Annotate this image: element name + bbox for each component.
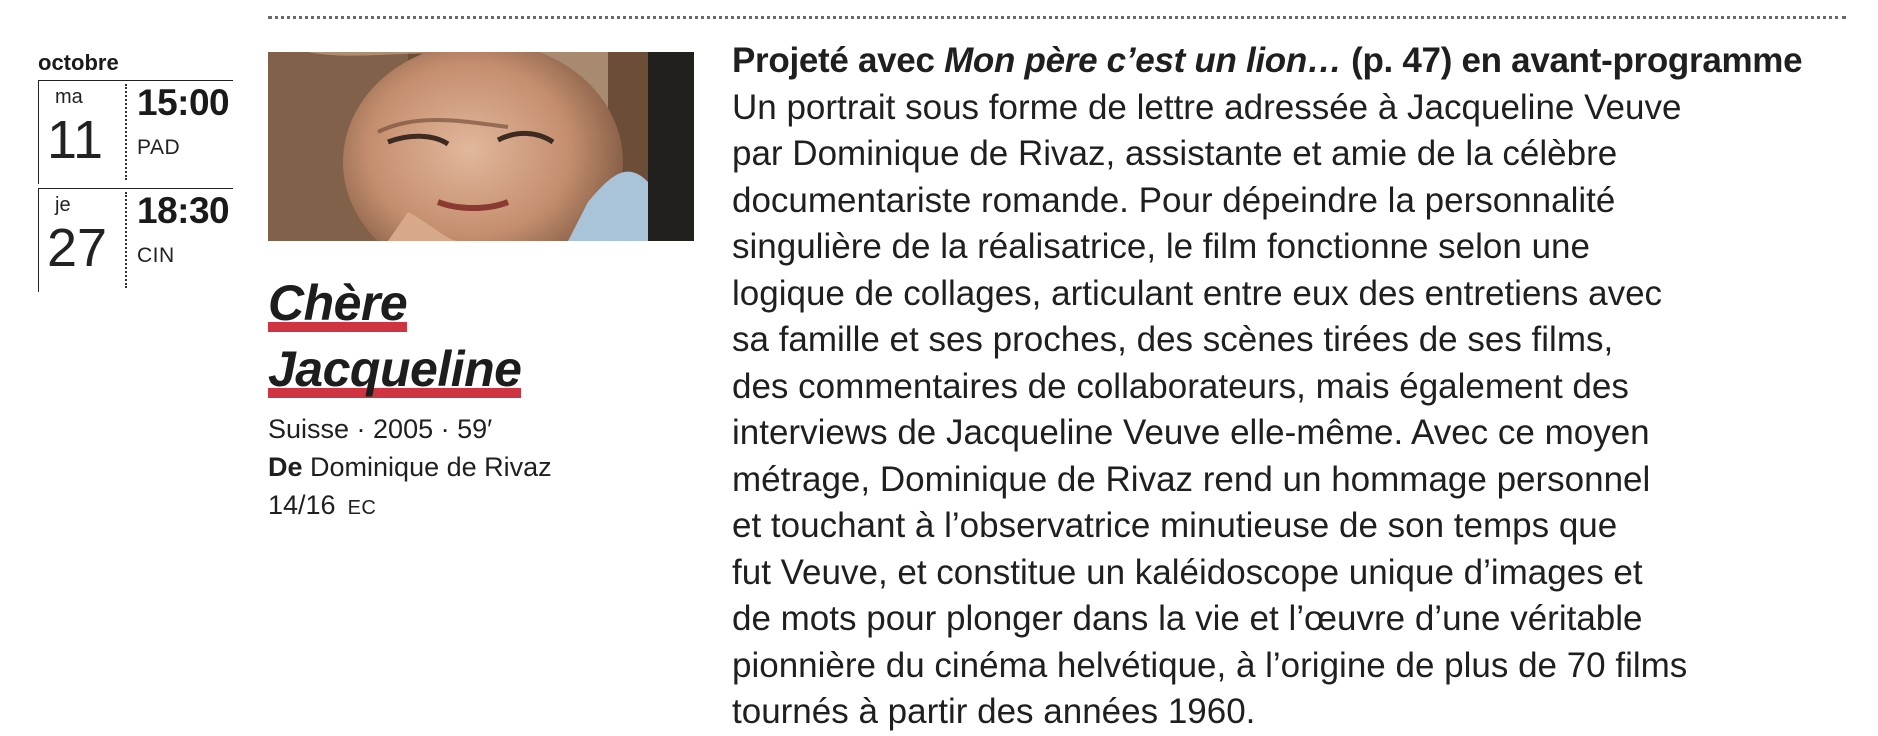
screening-entry (38, 188, 234, 292)
description-line: pionnière du cinéma helvétique, à l’origine de plus de 70 films (732, 645, 1688, 685)
director-name: Dominique de Rivaz (310, 452, 552, 482)
age-rating: 14/16 (268, 490, 336, 520)
screening-venue: CIN (137, 244, 175, 267)
description-line: sa famille et ses proches, des scènes tirées de ses films, (732, 320, 1614, 359)
description-line: logique de collages, articulant entre eux des entretiens avec (732, 273, 1663, 313)
film-title (268, 270, 521, 402)
description-line: et touchant à l’observatrice minutieuse de son temps que (732, 506, 1618, 545)
description-line: Un portrait sous forme de lettre adressée à Jacqueline Veuve (732, 87, 1682, 127)
director-line (268, 448, 552, 486)
companion-screening-note: Projeté avec Mon père c’est un lion… (p. 47) en avant-programme (732, 41, 1803, 80)
screening-time: 15:00 (137, 82, 230, 123)
description-line: par Dominique de Rivaz, assistante et amie de la célèbre (732, 134, 1618, 173)
screening-time: 18:30 (137, 190, 230, 231)
country-year-duration: Suisse · 2005 · 59′ (268, 414, 493, 444)
portrait-illustration (268, 52, 694, 241)
dotted-separator (125, 192, 127, 288)
film-title-line: Jacqueline (268, 341, 522, 397)
dotted-separator (125, 84, 127, 180)
description-line: singulière de la réalisatrice, le film fonctionne selon une (732, 227, 1590, 266)
age-rating-line (268, 486, 552, 527)
screening-weekday: ma (55, 86, 83, 108)
screening-schedule (38, 50, 234, 296)
film-still-photo (268, 52, 694, 241)
description-line: interviews de Jacqueline Veuve elle-même. Avec ce moyen (732, 413, 1650, 452)
age-rating-note: EC (347, 497, 377, 519)
screening-day: 11 (47, 110, 104, 170)
film-description (732, 38, 1852, 736)
screening-weekday: je (55, 194, 71, 216)
description-line: tournés à partir des années 1960. (732, 692, 1256, 731)
month-label: octobre (38, 50, 119, 75)
film-meta (268, 410, 552, 527)
description-line: des commentaires de collaborateurs, mais également des (732, 366, 1629, 406)
description-line: de mots pour plonger dans la vie et l’œuvre d’une véritable (732, 599, 1643, 638)
top-dotted-rule (268, 16, 1846, 19)
film-title-line: Chère (268, 275, 408, 331)
director-prefix: De (268, 452, 303, 482)
screening-entry (38, 80, 234, 184)
screening-venue: PAD (137, 136, 181, 159)
companion-film-title: Mon père c’est un lion… (944, 41, 1342, 80)
description-line: documentariste romande. Pour dépeindre la personnalité (732, 180, 1616, 220)
description-line: fut Veuve, et constitue un kaléidoscope unique d’images et (732, 552, 1643, 592)
description-line: métrage, Dominique de Rivaz rend un hommage personnel (732, 459, 1651, 499)
screening-day: 27 (47, 218, 108, 278)
